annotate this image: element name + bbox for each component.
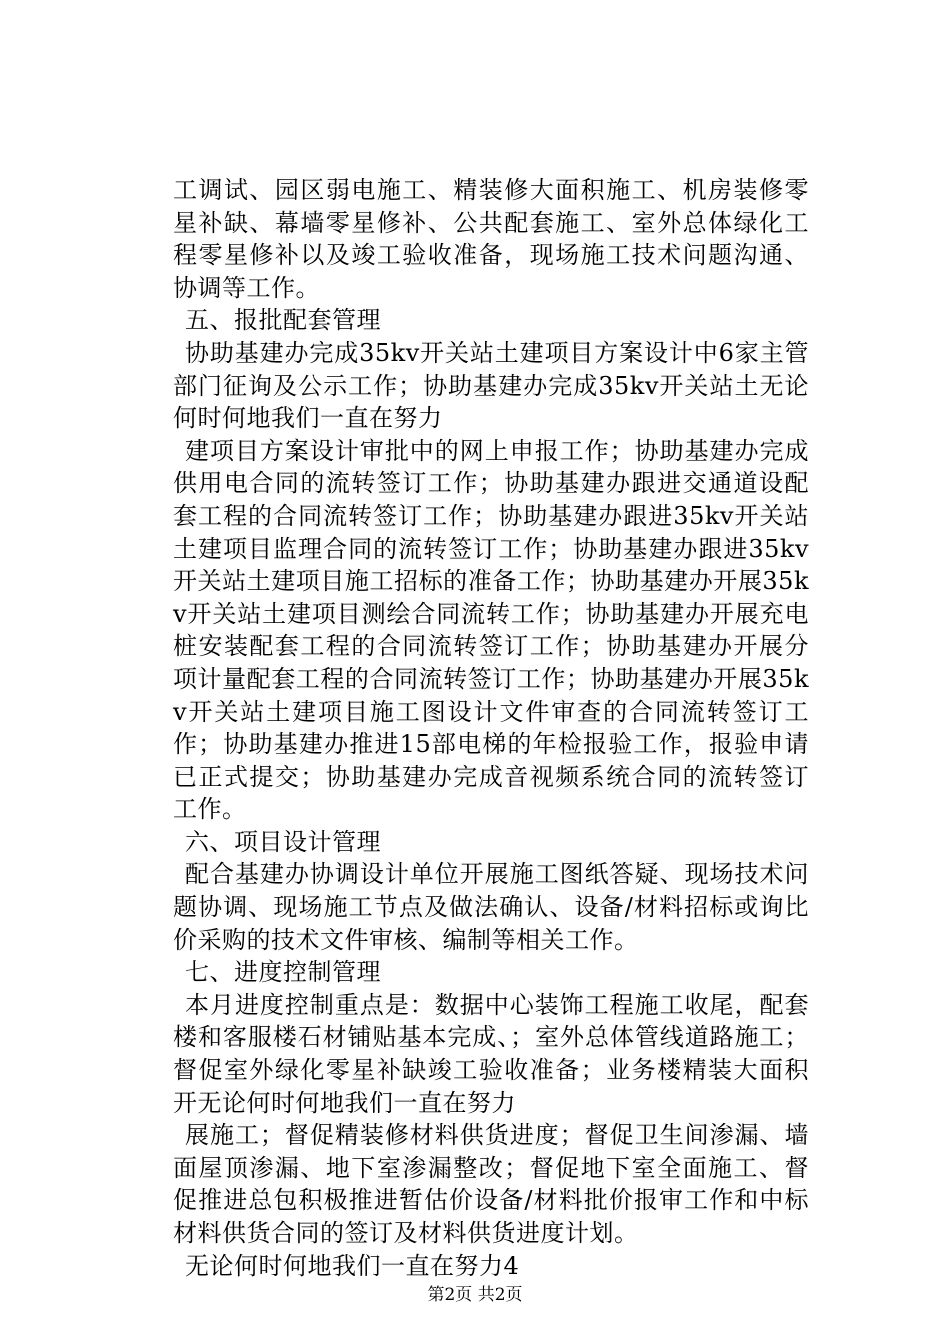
document-body xyxy=(173,174,809,1282)
paragraph: 建项目方案设计审批中的网上申报工作；协助基建办完成供用电合同的流转签订工作；协助基建办跟进交通道设配套工程的合同流转签订工作；协助基建办跟进35kv开关站土建项目监理合同的流转签订工作；协助基建办跟进35kv开关站土建项目施工招标的准备工作；协助基建办开展35kv开关站土建项目测绘合同流转工作；协助基建办开展充电桩安装配套工程的合同流转签订工作；协助基建办开展分项计量配套工程的合同流转签订工作；协助基建办开展35kv开关站土建项目施工图设计文件审查的合同流转签订工作；协助基建办推进15部电梯的年检报验工作，报验申请已正式提交；协助基建办完成音视频系统合同的流转签订工作。 xyxy=(173,436,809,824)
paragraph: 展施工；督促精装修材料供货进度；督促卫生间渗漏、墙面屋顶渗漏、地下室渗漏整改；督促地下室全面施工、督促推进总包积极推进暂估价设备/材料批价报审工作和中标材料供货合同的签订及材料供货进度计划。 xyxy=(173,1121,809,1247)
section-heading-7: 七、进度控制管理 xyxy=(185,958,381,987)
page-footer: 第2页 共2页 xyxy=(427,1285,523,1305)
section-heading-6: 六、项目设计管理 xyxy=(185,827,381,856)
paragraph: 本月进度控制重点是：数据中心装饰工程施工收尾，配套楼和客服楼石材铺贴基本完成、；室外总体管线道路施工；督促室外绿化零星补缺竣工验收准备；业务楼精装大面积开无论何时何地我们一直在努力 xyxy=(173,990,809,1117)
paragraph: 工调试、园区弱电施工、精装修大面积施工、机房装修零星补缺、幕墙零星修补、公共配套施工、室外总体绿化工程零星修补以及竣工验收准备，现场施工技术问题沟通、协调等工作。 xyxy=(173,176,809,302)
section-heading-5: 五、报批配套管理 xyxy=(185,306,381,335)
paragraph: 协助基建办完成35kv开关站土建项目方案设计中6家主管部门征询及公示工作；协助基建办完成35kv开关站土无论何时何地我们一直在努力 xyxy=(173,338,809,433)
paragraph-closing: 无论何时何地我们一直在努力4 xyxy=(185,1251,520,1280)
paragraph: 配合基建办协调设计单位开展施工图纸答疑、现场技术问题协调、现场施工节点及做法确认、设备/材料招标或询比价采购的技术文件审核、编制等相关工作。 xyxy=(173,860,809,954)
